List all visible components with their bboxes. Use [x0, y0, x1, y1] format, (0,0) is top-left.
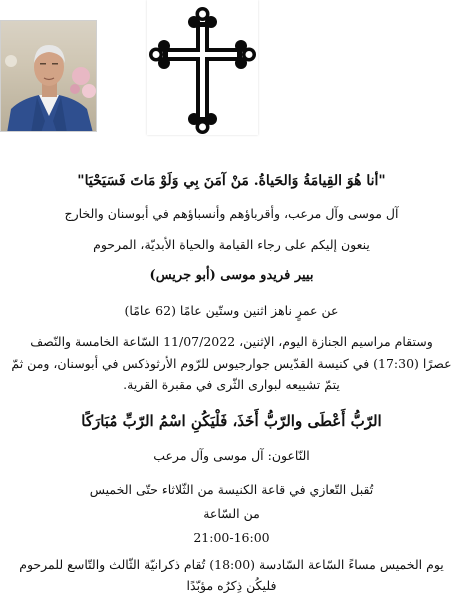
opening-verse: "أنا هُوَ القِيامَةُ وَالحَياةُ. مَنْ آمَنَ بِي وَلَوْ مَاتَ فَسَيَحْيَا" — [77, 173, 386, 189]
deceased-name: بيير فريدو موسى (أبو جريس) — [149, 268, 314, 283]
hours-label: من السّاعة — [203, 506, 260, 521]
portrait-photo — [0, 20, 97, 132]
cross-icon — [147, 0, 258, 135]
condolences-line: تُقبل التّعازي في قاعة الكنيسة من الثّلاثاء حتّى الخميس — [89, 482, 374, 497]
portrait-photo-image — [1, 21, 97, 132]
funeral-line-1: وستقام مراسيم الجنازة اليوم، الإثنين، 11/07/2022 السّاعة الخامسة والنّصف — [30, 334, 433, 349]
blessing-line: فليكُن ذِكرُه مؤبّدًا — [186, 578, 277, 593]
cross-icon-frame — [147, 0, 258, 135]
mourn-line: ينعون إليكم على رجاء القيامة والحياة الأبديّة، المرحوم — [93, 237, 370, 252]
mourners-line: النّاعون: آل موسى وآل مرعب — [153, 448, 310, 463]
family-line: آل موسى وآل مرعب، وأقرباؤهم وأنسباؤهم في أبوسنان والخارج — [64, 206, 399, 221]
age-line: عن عمرٍ ناهز اثنين وستّين عامًا (62 عامًا) — [124, 303, 339, 318]
funeral-line-2: عصرًا (17:30) في كنيسة القدّيس جوارجيوس للرّوم الأرثوذكس في أبوسنان، ومن ثمّ — [11, 356, 452, 371]
closing-verse: الرّبُّ أَعْطَى والرّبُّ أَخَذَ، فَلْيَكُنِ اسْمُ الرّبِّ مُبَارَكًا — [81, 412, 382, 430]
memorial-line: يوم الخميس مساءً السّاعة السّادسة (18:00) تُقام ذكرانيّة الثّالث والتّاسع للمرحوم — [19, 557, 444, 572]
funeral-line-3: يتمّ تشييعه لبوارى الثّرى في مقبرة القرية. — [123, 377, 340, 392]
hours-value: 21:00-16:00 — [193, 530, 270, 545]
